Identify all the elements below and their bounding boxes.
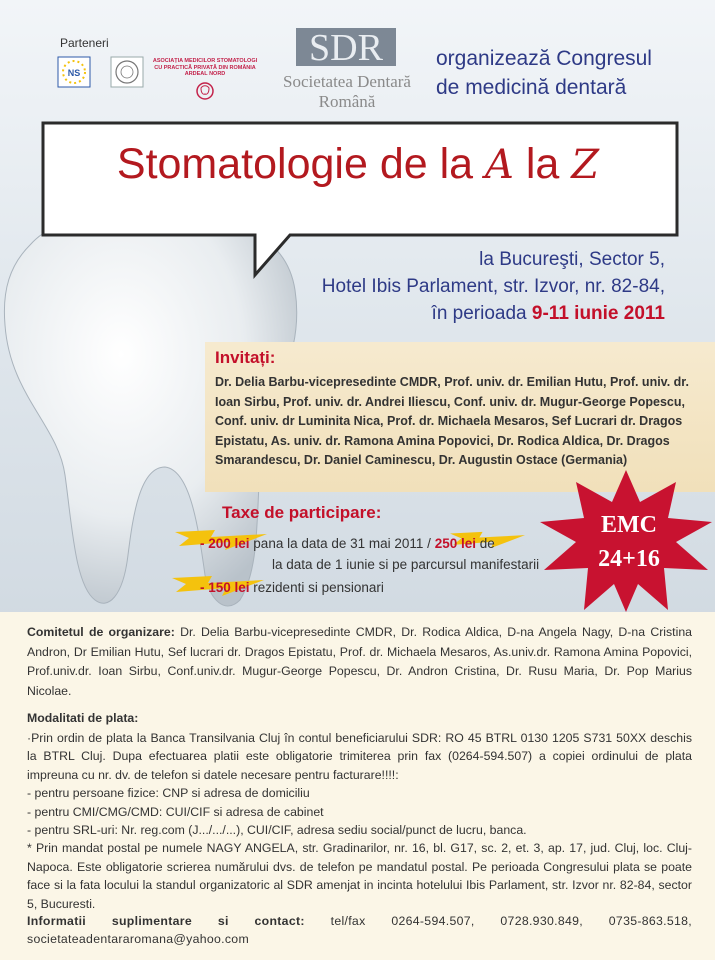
payment-details	[27, 729, 692, 913]
fees-title: Taxe de participare:	[222, 503, 382, 522]
sdr-logo	[296, 28, 396, 66]
payment-individuals: - pentru persoane fizice: CNP si adresa de domiciliu	[27, 786, 310, 801]
fee-resident-amount: - 150 lei	[200, 580, 250, 595]
unas-logo	[52, 55, 96, 101]
location-period-label: în perioada	[431, 303, 527, 324]
sdr-logo-text: SDR	[309, 28, 383, 66]
main-title	[48, 140, 668, 189]
contact-label: Informatii suplimentare si contact:	[27, 914, 305, 928]
main-title-text: Stomatologie de la	[116, 140, 474, 188]
fee-late-line: la data de 1 iunie si pe parcursul manifestarii	[272, 557, 540, 572]
fee-early	[200, 534, 495, 553]
event-dates: 9-11 iunie 2011	[531, 303, 665, 324]
invited-title: Invitați:	[215, 348, 276, 367]
organizer-text	[436, 44, 706, 102]
fee-late-suffix: de	[479, 536, 495, 551]
committee-text: Dr. Delia Barbu-vicepresedinte CMDR, Dr. Rodica Aldica, D-na Angela Nagy, D-na Cristina Andron, Dr Emilian Hutu, Sef lucrari dr. Dragos Epistatu, Prof. dr. Michaela Mesaros, As.univ.dr. Ramona Amina Popovici, Prof.univ.dr. Ioan Sirbu, Conf.univ.dr. Mugur-George Popescu, Dr. Andron Cristina, Dr. Rusu Maria, Dr. Pop Marius Nicolae.	[27, 625, 693, 698]
svg-text:NS: NS	[67, 68, 81, 78]
location-line2: Hotel Ibis Parlament, str. Izvor, nr. 82-84,	[321, 276, 665, 297]
title-middle: la	[525, 140, 560, 188]
emc-credits	[574, 508, 684, 576]
payment-companies: - pentru SRL-uri: Nr. reg.com (J.../.../...), CUI/CIF, adresa sediu social/punct de lucru, banca.	[27, 823, 527, 838]
committee-label: Comitetul de organizare:	[27, 625, 175, 639]
partners-label: Parteneri	[60, 36, 109, 50]
amspr-logo	[150, 58, 260, 102]
sdr-name	[272, 72, 422, 112]
organizing-committee	[27, 623, 692, 701]
sdr-name-line1: Societatea Dentară	[283, 72, 411, 91]
amspr-logo-text: ASOCIAȚIA MEDICILOR STOMATOLOGI CU PRACTICĂ PRIVATĂ DIN ROMÂNIA ARDEAL NORD	[152, 58, 258, 77]
fee-resident-text: rezidenti si pensionari	[253, 580, 384, 595]
location-line1: la Bucureşti, Sector 5,	[479, 249, 665, 270]
sdr-name-line2: Română	[318, 92, 376, 111]
title-letter-a: A	[485, 142, 514, 188]
amspr-icon	[193, 81, 217, 101]
payment-postal-order: * Prin mandat postal pe numele NAGY ANGELA, str. Gradinarilor, nr. 16, bl. G17, sc. 2, et. 3, ap. 17, jud. Cluj, loc. Cluj-Napoca. Este obligatorie scrierea numărului dvs. de telefon pe mandatul postal. Pe perioada Congresului plata se poate face si la fata locului la standul organizatoric al SDR amenjat in incinta hotelului Ibis Parlament, str. Izvor nr. 82-84, sector 5, Bucuresti.	[27, 841, 692, 911]
title-letter-z: Z	[571, 142, 600, 188]
payment-title: Modalitati de plata:	[27, 711, 139, 725]
fee-late-amount: 250 lei	[434, 536, 476, 551]
fee-resident	[200, 578, 384, 597]
emc-label: EMC	[601, 512, 657, 538]
fee-early-amount: - 200 lei	[200, 536, 250, 551]
fee-early-text: pana la data de 31 mai 2011 /	[253, 536, 431, 551]
srs-logo	[108, 55, 146, 101]
emc-points: 24+16	[598, 546, 660, 572]
invited-list: Dr. Delia Barbu-vicepresedinte CMDR, Prof. univ. dr. Emilian Hutu, Prof. univ. dr. Ioan Sirbu, Prof. univ. dr. Andrei Iliescu, Conf. univ. dr. Mugur-George Popescu, Conf. univ. dr Luminita Nica, Prof. dr. Michaela Mesaros, Sef Lucrari dr. Dragos Epistatu, As. univ. dr. Ramona Amina Popovici, Dr. Rodica Aldica, Dr. Dragos Smarandescu, Dr. Daniel Caminescu, Dr. Augustin Ostace (Germania)	[215, 375, 689, 467]
contact-text: tel/fax 0264-594.507, 0728.930.849, 0735-863.518, societateadentararomana@yahoo.com	[27, 914, 693, 947]
organizer-line2: de medicină dentară	[436, 76, 627, 99]
organizer-line1: organizează Congresul	[436, 47, 652, 70]
payment-bank-transfer: ·Prin ordin de plata la Banca Transilvania Cluj în contul beneficiarului SDR: RO 45 BTRL 0130 1205 S731 50XX deschis la BTRL Cluj. Dupa efectuarea platii este obligatorie trimiterea prin fax (0264-594.507) a copiei ordinului de plata impreuna cu nr. dv. de telefon si datele necesare pentru facturare!!!!:	[27, 731, 692, 782]
location-line3	[245, 300, 665, 327]
event-location	[245, 246, 665, 327]
payment-cabinets: - pentru CMI/CMG/CMD: CUI/CIF si adresa de cabinet	[27, 804, 324, 819]
contact-info	[27, 912, 692, 949]
